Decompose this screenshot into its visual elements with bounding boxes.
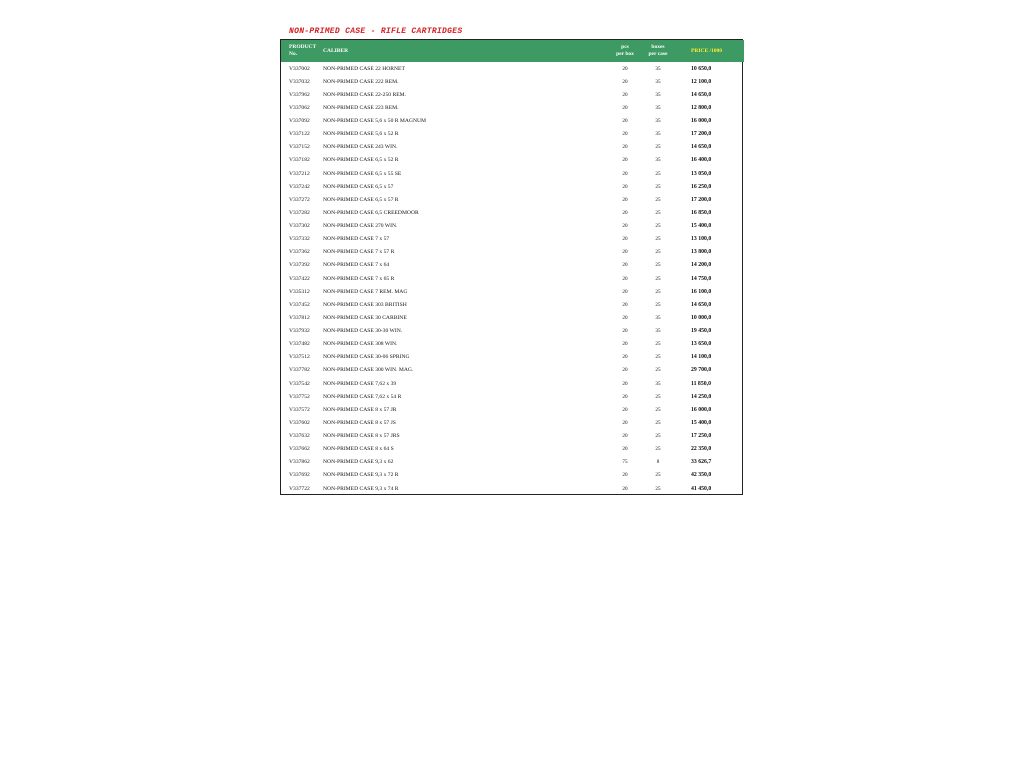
caliber-cell: NON-PRIMED CASE 6,5 x 52 R [323, 157, 399, 164]
pcs-per-box-cell: 20 [622, 314, 628, 321]
pcs-per-box-cell: 20 [622, 236, 628, 243]
product-code-cell: V337482 [289, 341, 310, 348]
price-cell: 17 250,0 [691, 433, 712, 440]
caliber-cell: NON-PRIMED CASE 9,3 x 72 R [323, 472, 399, 479]
header-product-line1: PRODUCT [289, 44, 317, 51]
price-cell: 13 100,0 [691, 236, 712, 243]
product-code-cell: V337392 [289, 262, 310, 269]
boxes-per-case-cell: 25 [655, 275, 661, 282]
boxes-per-case-cell: 25 [655, 249, 661, 256]
table-row [281, 246, 744, 259]
product-code-cell: V337212 [289, 170, 310, 177]
pcs-per-box-cell: 20 [622, 341, 628, 348]
price-cell: 16 000,0 [691, 118, 712, 125]
caliber-cell: NON-PRIMED CASE 303 BRITISH [323, 301, 407, 308]
pcs-per-box-cell: 20 [622, 328, 628, 335]
product-code-cell: V335312 [289, 288, 310, 295]
table-row [281, 154, 744, 167]
product-code-cell: V337362 [289, 249, 310, 256]
caliber-cell: NON-PRIMED CASE 7 x 57 R [323, 249, 395, 256]
boxes-per-case-cell: 35 [655, 380, 661, 387]
table-body [281, 62, 744, 495]
caliber-cell: NON-PRIMED CASE 243 WIN. [323, 144, 398, 151]
header-pcs-line1: pcs [621, 44, 629, 51]
caliber-cell: NON-PRIMED CASE 300 WIN. MAG. [323, 367, 414, 374]
price-cell: 14 650,0 [691, 91, 712, 98]
table-row [281, 311, 744, 324]
boxes-per-case-cell: 25 [655, 341, 661, 348]
price-cell: 14 100,0 [691, 354, 712, 361]
caliber-cell: NON-PRIMED CASE 7 x 64 [323, 262, 390, 269]
pcs-per-box-cell: 20 [622, 131, 628, 138]
boxes-per-case-cell: 25 [655, 419, 661, 426]
pcs-per-box-cell: 20 [622, 170, 628, 177]
pcs-per-box-cell: 20 [622, 157, 628, 164]
caliber-cell: NON-PRIMED CASE 308 WIN. [323, 341, 398, 348]
price-cell: 14 750,0 [691, 275, 712, 282]
caliber-cell: NON-PRIMED CASE 30-06 SPRING [323, 354, 410, 361]
caliber-cell: NON-PRIMED CASE 6,5 x 57 R [323, 196, 399, 203]
pcs-per-box-cell: 20 [622, 249, 628, 256]
pcs-per-box-cell: 20 [622, 196, 628, 203]
table-row [281, 456, 744, 469]
price-cell: 14 250,0 [691, 393, 712, 400]
boxes-per-case-cell: 25 [655, 354, 661, 361]
table-row [281, 75, 744, 88]
product-code-cell: V337782 [289, 367, 310, 374]
price-cell: 33 626,7 [691, 459, 712, 466]
price-cell: 11 850,0 [691, 380, 711, 387]
price-cell: 17 200,0 [691, 131, 712, 138]
product-code-cell: V337282 [289, 209, 310, 216]
price-cell: 12 100,0 [691, 78, 712, 85]
caliber-cell: NON-PRIMED CASE 8 x 64 S [323, 446, 394, 453]
price-cell: 10 000,0 [691, 314, 712, 321]
caliber-cell: NON-PRIMED CASE 9,3 x 74 R [323, 485, 399, 492]
product-code-cell: V337452 [289, 301, 310, 308]
price-cell: 14 650,0 [691, 301, 712, 308]
product-code-cell: V337572 [289, 406, 310, 413]
pcs-per-box-cell: 20 [622, 485, 628, 492]
header-boxes-per-case [639, 40, 677, 62]
price-list-sheet [280, 39, 743, 495]
boxes-per-case-cell: 25 [655, 236, 661, 243]
boxes-per-case-cell: 25 [655, 196, 661, 203]
table-row [281, 482, 744, 495]
table-row [281, 325, 744, 338]
product-code-cell: V337272 [289, 196, 310, 203]
boxes-per-case-cell: 35 [655, 157, 661, 164]
price-cell: 29 700,0 [691, 367, 712, 374]
price-cell: 13 050,0 [691, 170, 712, 177]
table-row [281, 128, 744, 141]
price-table [281, 40, 744, 495]
table-row [281, 285, 744, 298]
pcs-per-box-cell: 20 [622, 406, 628, 413]
pcs-per-box-cell: 20 [622, 380, 628, 387]
table-row [281, 377, 744, 390]
boxes-per-case-cell: 35 [655, 91, 661, 98]
price-cell: 10 650,0 [691, 65, 712, 72]
table-row [281, 101, 744, 114]
caliber-cell: NON-PRIMED CASE 222 REM. [323, 78, 399, 85]
pcs-per-box-cell: 20 [622, 144, 628, 151]
caliber-cell: NON-PRIMED CASE 7,62 x 54 R [323, 393, 402, 400]
pcs-per-box-cell: 20 [622, 275, 628, 282]
product-code-cell: V337122 [289, 131, 310, 138]
product-code-cell: V337332 [289, 236, 310, 243]
price-cell: 12 800,0 [691, 104, 712, 111]
table-row [281, 193, 744, 206]
product-code-cell: V337542 [289, 380, 310, 387]
table-row [281, 115, 744, 128]
boxes-per-case-cell: 25 [655, 367, 661, 374]
boxes-per-case-cell: 35 [655, 131, 661, 138]
table-row [281, 403, 744, 416]
pcs-per-box-cell: 20 [622, 65, 628, 72]
caliber-cell: NON-PRIMED CASE 9,3 x 62 [323, 459, 394, 466]
caliber-cell: NON-PRIMED CASE 7 x 65 R [323, 275, 395, 282]
header-boxes-line2: per case [648, 51, 668, 57]
boxes-per-case-cell: 35 [655, 78, 661, 85]
price-cell: 13 800,0 [691, 249, 712, 256]
product-code-cell: V337422 [289, 275, 310, 282]
header-product-line2: No. [289, 51, 298, 57]
price-cell: 16 850,0 [691, 209, 712, 216]
boxes-per-case-cell: 25 [655, 393, 661, 400]
boxes-per-case-cell: 25 [655, 446, 661, 453]
pcs-per-box-cell: 75 [622, 459, 628, 466]
boxes-per-case-cell: 35 [655, 314, 661, 321]
header-price: PRICE /1000 [691, 47, 723, 54]
pcs-per-box-cell: 20 [622, 433, 628, 440]
caliber-cell: NON-PRIMED CASE 7,62 x 39 [323, 380, 397, 387]
table-row [281, 167, 744, 180]
boxes-per-case-cell: 25 [655, 262, 661, 269]
pcs-per-box-cell: 20 [622, 118, 628, 125]
caliber-cell: NON-PRIMED CASE 223 REM. [323, 104, 399, 111]
product-code-cell: V337692 [289, 472, 310, 479]
boxes-per-case-cell: 25 [655, 472, 661, 479]
price-cell: 41 450,0 [691, 485, 712, 492]
caliber-cell: NON-PRIMED CASE 22 HORNET [323, 65, 405, 72]
product-code-cell: V337812 [289, 314, 310, 321]
table-row [281, 364, 744, 377]
pcs-per-box-cell: 20 [622, 91, 628, 98]
table-row [281, 62, 744, 75]
product-code-cell: V337602 [289, 419, 310, 426]
pcs-per-box-cell: 20 [622, 301, 628, 308]
header-product-no [281, 40, 323, 62]
caliber-cell: NON-PRIMED CASE 6,5 CREEDMOOR [323, 209, 419, 216]
table-row [281, 351, 744, 364]
header-pcs-per-box [611, 40, 639, 62]
header-boxes-line1: boxes [651, 44, 665, 51]
table-row [281, 298, 744, 311]
table-row [281, 220, 744, 233]
header-caliber: CALIBER [323, 47, 349, 54]
product-code-cell: V337032 [289, 78, 310, 85]
caliber-cell: NON-PRIMED CASE 8 x 57 JRS [323, 433, 400, 440]
pcs-per-box-cell: 20 [622, 393, 628, 400]
boxes-per-case-cell: 25 [655, 183, 661, 190]
product-code-cell: V337932 [289, 328, 310, 335]
product-code-cell: V337302 [289, 223, 310, 230]
caliber-cell: NON-PRIMED CASE 8 x 57 JS [323, 419, 396, 426]
table-row [281, 233, 744, 246]
price-cell: 19 450,0 [691, 328, 712, 335]
caliber-cell: NON-PRIMED CASE 7 x 57 [323, 236, 390, 243]
table-row [281, 469, 744, 482]
boxes-per-case-cell: 25 [655, 433, 661, 440]
table-row [281, 259, 744, 272]
table-row [281, 416, 744, 429]
boxes-per-case-cell: 35 [655, 104, 661, 111]
price-cell: 22 350,0 [691, 446, 712, 453]
price-cell: 16 100,0 [691, 288, 712, 295]
price-cell: 15 400,0 [691, 419, 712, 426]
table-header-row [281, 40, 744, 62]
boxes-per-case-cell: 35 [655, 65, 661, 72]
product-code-cell: V337182 [289, 157, 310, 164]
header-pcs-line2: per box [616, 51, 634, 57]
product-code-cell: V337632 [289, 433, 310, 440]
caliber-cell: NON-PRIMED CASE 5,6 x 52 R [323, 131, 399, 138]
pcs-per-box-cell: 20 [622, 354, 628, 361]
boxes-per-case-cell: 8 [656, 459, 660, 466]
product-code-cell: V337862 [289, 459, 310, 466]
caliber-cell: NON-PRIMED CASE 30 CARBINE [323, 314, 407, 321]
price-cell: 14 650,0 [691, 144, 712, 151]
product-code-cell: V337152 [289, 144, 310, 151]
table-row [281, 141, 744, 154]
boxes-per-case-cell: 25 [655, 288, 661, 295]
product-code-cell: V337722 [289, 485, 310, 492]
table-row [281, 443, 744, 456]
caliber-cell: NON-PRIMED CASE 8 x 57 JR [323, 406, 397, 413]
price-cell: 17 200,0 [691, 196, 712, 203]
table-row [281, 180, 744, 193]
table-row [281, 272, 744, 285]
boxes-per-case-cell: 25 [655, 301, 661, 308]
caliber-cell: NON-PRIMED CASE 270 WIN. [323, 223, 398, 230]
product-code-cell: V337962 [289, 91, 310, 98]
price-cell: 16 000,0 [691, 406, 712, 413]
caliber-cell: NON-PRIMED CASE 7 REM. MAG [323, 288, 408, 295]
boxes-per-case-cell: 25 [655, 406, 661, 413]
pcs-per-box-cell: 20 [622, 288, 628, 295]
pcs-per-box-cell: 20 [622, 446, 628, 453]
caliber-cell: NON-PRIMED CASE 30-30 WIN. [323, 328, 403, 335]
price-cell: 15 400,0 [691, 223, 712, 230]
pcs-per-box-cell: 20 [622, 78, 628, 85]
pcs-per-box-cell: 20 [622, 104, 628, 111]
product-code-cell: V337092 [289, 118, 310, 125]
boxes-per-case-cell: 25 [655, 144, 661, 151]
boxes-per-case-cell: 35 [655, 328, 661, 335]
table-row [281, 390, 744, 403]
price-cell: 16 400,0 [691, 157, 712, 164]
page-title: NON-PRIMED CASE - RIFLE CARTRIDGES [289, 27, 463, 36]
product-code-cell: V337242 [289, 183, 310, 190]
boxes-per-case-cell: 25 [655, 485, 661, 492]
product-code-cell: V337002 [289, 65, 310, 72]
pcs-per-box-cell: 20 [622, 223, 628, 230]
table-row [281, 206, 744, 219]
pcs-per-box-cell: 20 [622, 367, 628, 374]
pcs-per-box-cell: 20 [622, 262, 628, 269]
caliber-cell: NON-PRIMED CASE 22-250 REM. [323, 91, 406, 98]
boxes-per-case-cell: 35 [655, 118, 661, 125]
pcs-per-box-cell: 20 [622, 183, 628, 190]
pcs-per-box-cell: 20 [622, 472, 628, 479]
table-row [281, 88, 744, 101]
product-code-cell: V337662 [289, 446, 310, 453]
caliber-cell: NON-PRIMED CASE 6,5 x 57 [323, 183, 394, 190]
product-code-cell: V337062 [289, 104, 310, 111]
product-code-cell: V337512 [289, 354, 310, 361]
table-row [281, 430, 744, 443]
boxes-per-case-cell: 25 [655, 209, 661, 216]
table-row [281, 338, 744, 351]
pcs-per-box-cell: 20 [622, 419, 628, 426]
boxes-per-case-cell: 25 [655, 170, 661, 177]
price-cell: 13 650,0 [691, 341, 712, 348]
product-code-cell: V337752 [289, 393, 310, 400]
price-cell: 16 250,0 [691, 183, 712, 190]
price-cell: 42 350,0 [691, 472, 712, 479]
price-cell: 14 200,0 [691, 262, 712, 269]
pcs-per-box-cell: 20 [622, 209, 628, 216]
caliber-cell: NON-PRIMED CASE 6,5 x 55 SE [323, 170, 402, 177]
boxes-per-case-cell: 25 [655, 223, 661, 230]
caliber-cell: NON-PRIMED CASE 5,6 x 50 R MAGNUM [323, 118, 427, 125]
